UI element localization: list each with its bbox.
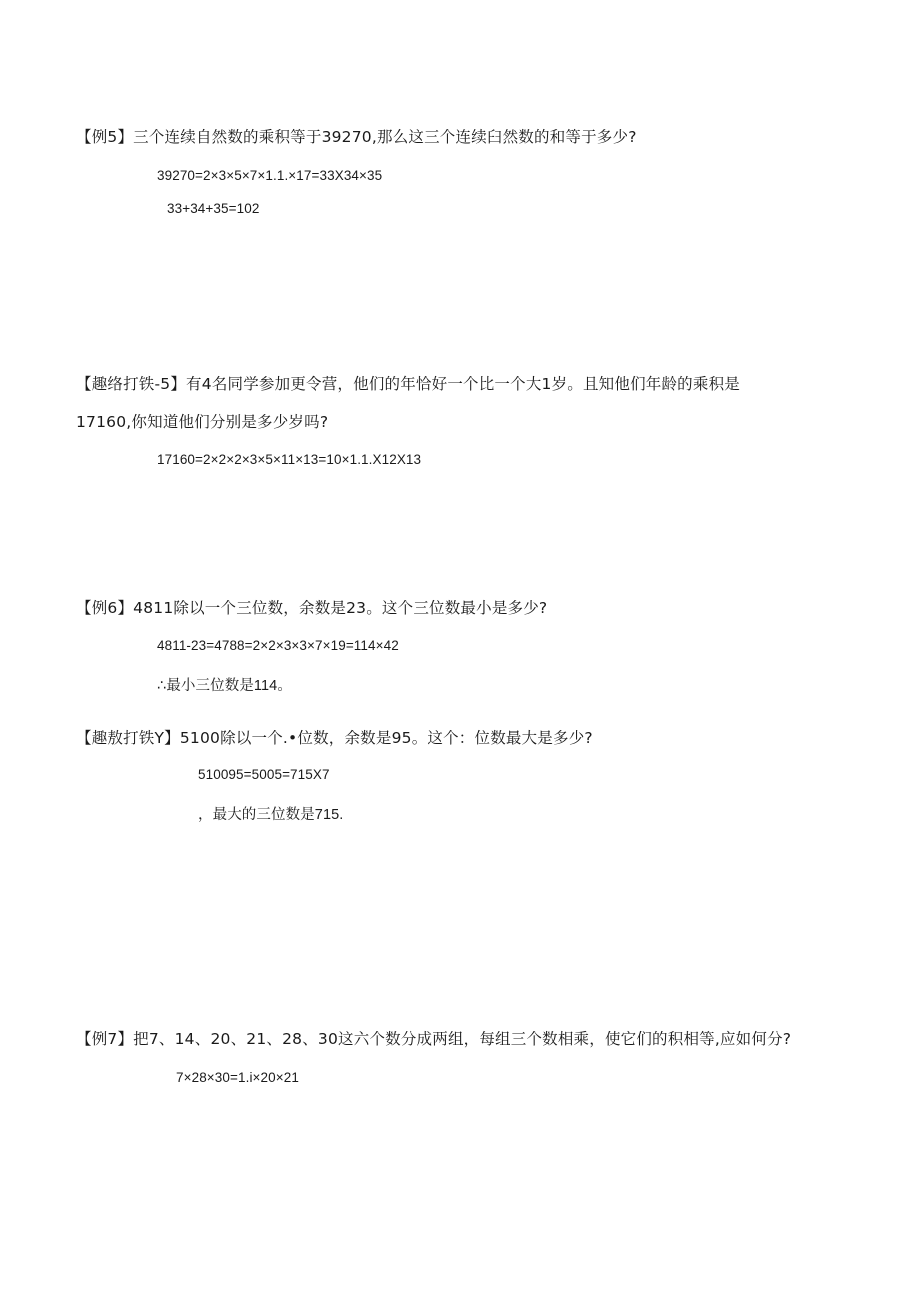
example-5-question: 【例5】三个连续自然数的乘积等于39270,那么这三个连续臼然数的和等于多少? <box>76 128 637 146</box>
fun-practice-5-question-line-1: 【趣络打铁-5】有4名同学参加更令营，他们的年恰好一个比一个大1岁。且知他们年龄的乘积是 <box>76 375 740 393</box>
example-6-question: 【例6】4811除以一个三位数，余数是23。这个三位数最小是多少? <box>76 599 548 617</box>
fun-practice-6-question: 【趣敖打铁Y】5100除以一个.•位数，余数是95。这个：位数最大是多少? <box>76 729 593 747</box>
example-7-work-line-1: 7×28×30=1.i×20×21 <box>176 1070 299 1085</box>
example-6-work-line-1: 4811-23=4788=2×2×3×3×7×19=114×42 <box>157 638 399 653</box>
example-6-conclusion: ∴最小三位数是114。 <box>157 678 292 694</box>
fun-practice-5-work-line-1: 17160=2×2×2×3×5×11×13=10×1.1.X12X13 <box>157 452 422 467</box>
example-7-question: 【例7】把7、14、20、21、28、30这六个数分成两组，每组三个数相乘，使它们的积相等,应如何分? <box>76 1030 792 1048</box>
fun-practice-6-work-line-1: 510095=5005=715X7 <box>198 767 330 782</box>
example-5-work-line-2: 33+34+35=102 <box>167 201 260 216</box>
fun-practice-6-conclusion: ，最大的三位数是715. <box>198 807 344 823</box>
fun-practice-5-question-line-2: 17160,你知道他们分别是多少岁吗? <box>76 413 329 431</box>
example-5-work-line-1: 39270=2×3×5×7×1.1.×17=33X34×35 <box>157 168 383 183</box>
